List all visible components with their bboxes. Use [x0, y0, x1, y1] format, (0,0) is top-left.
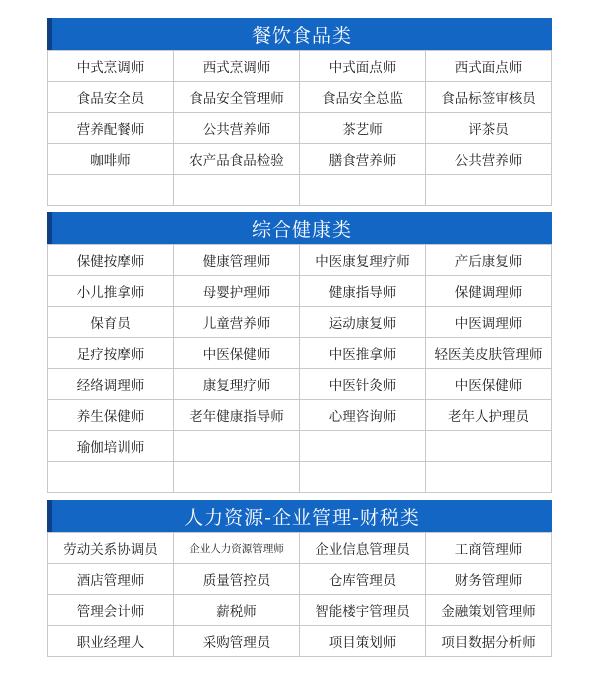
job-title-cell: 保育员	[48, 307, 174, 338]
job-title-cell: 保健调理师	[426, 276, 552, 307]
job-title-cell: 母婴护理师	[174, 276, 300, 307]
job-title-cell: 薪税师	[174, 595, 300, 626]
job-title-cell: 西式面点师	[426, 51, 552, 82]
job-title-cell: 儿童营养师	[174, 307, 300, 338]
job-title-cell: 食品标签审核员	[426, 82, 552, 113]
job-title-cell: 企业信息管理员	[300, 533, 426, 564]
job-title-cell: 中医保健师	[426, 369, 552, 400]
job-title-cell: 心理咨询师	[300, 400, 426, 431]
job-title-cell: 足疗按摩师	[48, 338, 174, 369]
table-row	[48, 400, 552, 431]
job-title-cell: 产后康复师	[426, 245, 552, 276]
table-row	[48, 338, 552, 369]
job-title-cell: 智能楼宇管理员	[300, 595, 426, 626]
job-title-cell: 营养配餐师	[48, 113, 174, 144]
job-title-cell: 瑜伽培训师	[48, 431, 174, 462]
section-catering-food	[47, 18, 552, 206]
job-title-cell: 仓库管理员	[300, 564, 426, 595]
job-title-cell: 企业人力资源管理师	[174, 533, 300, 564]
job-title-cell: 项目策划师	[300, 626, 426, 657]
job-title-cell: 职业经理人	[48, 626, 174, 657]
job-title-cell: 中医调理师	[426, 307, 552, 338]
table-row	[48, 307, 552, 338]
job-title-cell: 健康管理师	[174, 245, 300, 276]
job-title-cell: 经络调理师	[48, 369, 174, 400]
section-title: 综合健康类	[47, 212, 552, 244]
job-title-cell	[300, 175, 426, 206]
job-title-cell	[48, 175, 174, 206]
job-title-cell	[300, 431, 426, 462]
job-title-cell	[174, 431, 300, 462]
job-title-cell: 老年健康指导师	[174, 400, 300, 431]
job-title-cell	[48, 462, 174, 493]
section-title: 餐饮食品类	[47, 18, 552, 50]
job-title-cell: 劳动关系协调员	[48, 533, 174, 564]
job-title-cell: 中式烹调师	[48, 51, 174, 82]
job-title-cell: 评茶员	[426, 113, 552, 144]
job-title-cell	[426, 462, 552, 493]
table-row	[48, 564, 552, 595]
job-title-cell: 中医针灸师	[300, 369, 426, 400]
job-title-cell: 公共营养师	[174, 113, 300, 144]
table-row	[48, 144, 552, 175]
job-title-cell: 质量管控员	[174, 564, 300, 595]
table-row	[48, 626, 552, 657]
job-title-cell: 金融策划管理师	[426, 595, 552, 626]
job-title-cell: 咖啡师	[48, 144, 174, 175]
section-hr-management-finance	[47, 500, 552, 657]
table-row	[48, 595, 552, 626]
job-title-cell: 健康指导师	[300, 276, 426, 307]
job-title-cell: 食品安全管理师	[174, 82, 300, 113]
job-title-cell: 老年人护理员	[426, 400, 552, 431]
job-title-cell: 茶艺师	[300, 113, 426, 144]
job-title-cell: 项目数据分析师	[426, 626, 552, 657]
job-title-cell: 康复理疗师	[174, 369, 300, 400]
job-title-cell: 运动康复师	[300, 307, 426, 338]
table-row	[48, 533, 552, 564]
section-title: 人力资源-企业管理-财税类	[47, 500, 552, 532]
job-title-cell: 酒店管理师	[48, 564, 174, 595]
table-row	[48, 276, 552, 307]
table-row	[48, 82, 552, 113]
job-title-cell: 小儿推拿师	[48, 276, 174, 307]
job-title-cell: 西式烹调师	[174, 51, 300, 82]
job-title-cell: 采购管理员	[174, 626, 300, 657]
job-title-cell	[300, 462, 426, 493]
job-title-cell	[174, 175, 300, 206]
job-title-cell: 工商管理师	[426, 533, 552, 564]
job-title-cell: 财务管理师	[426, 564, 552, 595]
section-health	[47, 212, 552, 493]
job-table	[47, 50, 552, 206]
job-title-cell: 养生保健师	[48, 400, 174, 431]
job-table	[47, 244, 552, 493]
job-title-cell	[174, 462, 300, 493]
table-row	[48, 113, 552, 144]
job-title-cell: 中医康复理疗师	[300, 245, 426, 276]
job-title-cell: 中医推拿师	[300, 338, 426, 369]
job-title-cell: 中式面点师	[300, 51, 426, 82]
job-title-cell: 轻医美皮肤管理师	[426, 338, 552, 369]
job-title-cell: 食品安全员	[48, 82, 174, 113]
job-title-cell: 公共营养师	[426, 144, 552, 175]
table-row	[48, 369, 552, 400]
table-row	[48, 175, 552, 206]
table-row	[48, 431, 552, 462]
job-title-cell: 农产品食品检验	[174, 144, 300, 175]
table-row	[48, 462, 552, 493]
job-title-cell: 膳食营养师	[300, 144, 426, 175]
job-title-cell: 食品安全总监	[300, 82, 426, 113]
job-title-cell: 保健按摩师	[48, 245, 174, 276]
job-title-cell: 中医保健师	[174, 338, 300, 369]
job-title-cell: 管理会计师	[48, 595, 174, 626]
job-table	[47, 532, 552, 657]
job-title-cell	[426, 175, 552, 206]
table-row	[48, 245, 552, 276]
table-row	[48, 51, 552, 82]
job-title-cell	[426, 431, 552, 462]
